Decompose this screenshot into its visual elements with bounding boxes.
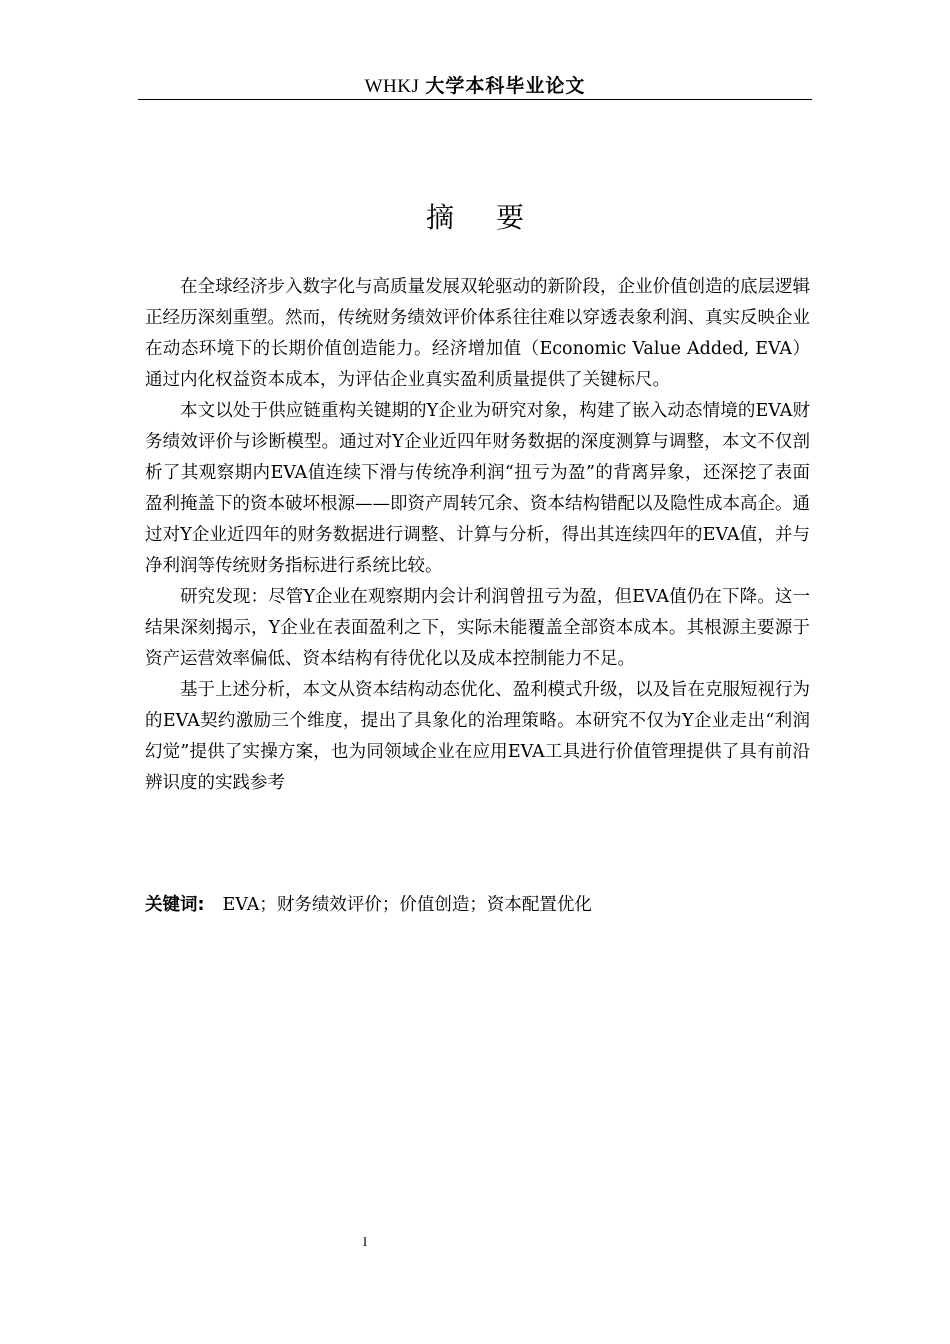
keywords-label: 关键词:: [145, 895, 205, 915]
abstract-paragraph-4: 基于上述分析，本文从资本结构动态优化、盈利模式升级，以及旨在克服短视行为的EVA契约激励三个维度，提出了具象化的治理策略。本研究不仅为Y企业走出“利润幻觉”提供了实操方案，也为同领域企业在应用EVA工具进行价值管理提供了具有前沿辨识度的实践参考: [145, 680, 810, 793]
abstract-paragraph-3: 研究发现：尽管Y企业在观察期内会计利润曾扭亏为盈，但EVA值仍在下降。这一结果深刻揭示，Y企业在表面盈利之下，实际未能覆盖全部资本成本。其根源主要源于资产运营效率偏低、资本结构有待优化以及成本控制能力不足。: [145, 587, 810, 669]
keywords-line: [145, 891, 810, 919]
header-divider: [138, 99, 812, 100]
page-number: I: [362, 1234, 368, 1249]
header-thesis-label: 大学本科毕业论文: [425, 75, 586, 97]
keywords-value: EVA；财务绩效评价；价值创造；资本配置优化: [222, 895, 592, 915]
header-school-code: WHKJ: [364, 76, 420, 97]
abstract-paragraph-1: 在全球经济步入数字化与高质量发展双轮驱动的新阶段，企业价值创造的底层逻辑正经历深刻重塑。然而，传统财务绩效评价体系往往难以穿透表象利润、真实反映企业在动态环境下的长期价值创造能力。经济增加值（Economic Value Added, EVA）通过内化权益资本成本，为评估企业真实盈利质量提供了关键标尺。: [145, 277, 810, 390]
abstract-title: 摘要: [425, 201, 566, 234]
abstract-body: [145, 272, 810, 799]
page-header: [138, 74, 812, 98]
abstract-paragraph-2: 本文以处于供应链重构关键期的Y企业为研究对象，构建了嵌入动态情境的EVA财务绩效评价与诊断模型。通过对Y企业近四年财务数据的深度测算与调整，本文不仅剖析了其观察期内EVA值连续下滑与传统净利润“扭亏为盈”的背离异象，还深挖了表面盈利掩盖下的资本破坏根源——即资产周转冗余、资本结构错配以及隐性成本高企。通过对Y企业近四年的财务数据进行调整、计算与分析，得出其连续四年的EVA值，并与净利润等传统财务指标进行系统比较。: [145, 401, 810, 576]
